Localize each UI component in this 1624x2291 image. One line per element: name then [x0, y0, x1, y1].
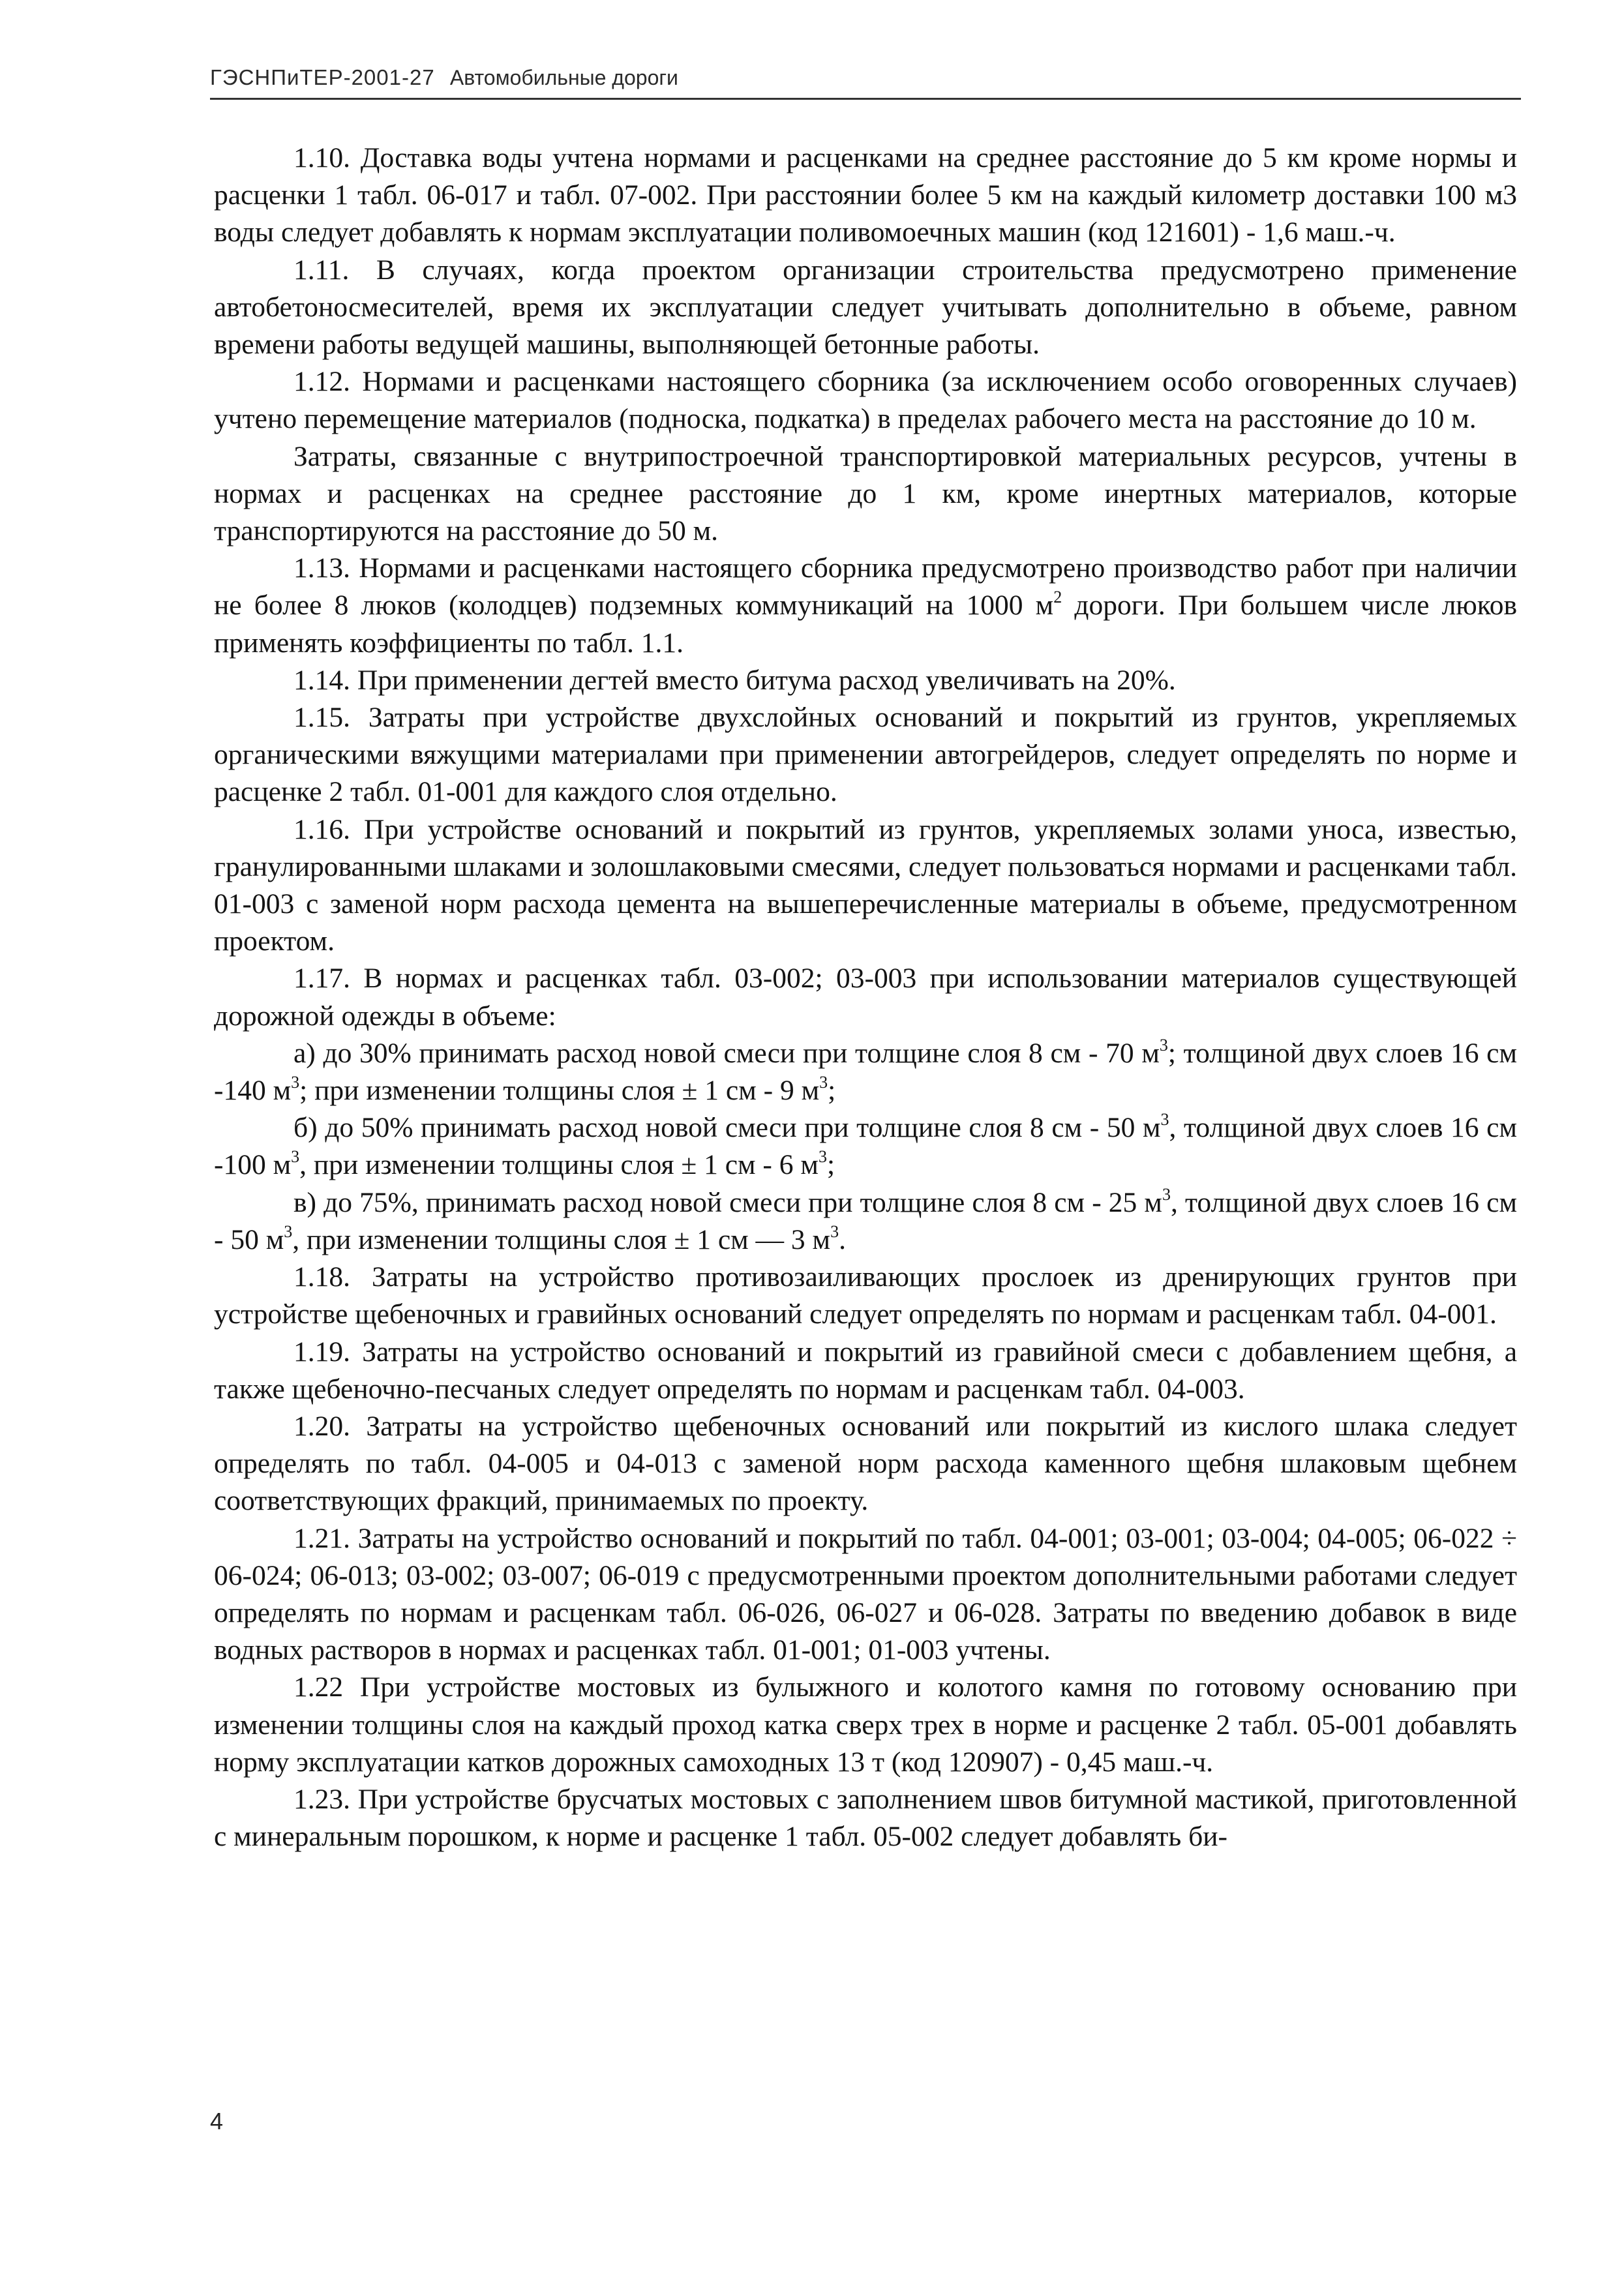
running-header [210, 65, 1521, 98]
text-segment: . [839, 1223, 846, 1255]
text-segment: в) до 75%, принимать расход новой смеси при толщине слоя 8 см - 25 м [293, 1186, 1162, 1218]
paragraph-1-19: 1.19. Затраты на устройство оснований и покрытий из гравийной смеси с добавлением щебня, а также щебеночно-песчаных следует определять по нормам и расценкам табл. 04-003. [214, 1336, 1517, 1405]
paragraph-1-18: 1.18. Затраты на устройство противозаиливающих прослоек из дренирующих грунтов при устройстве щебеночных и гравийных оснований следует определять по нормам и расценкам табл. 04-001. [214, 1261, 1517, 1330]
superscript: 3 [819, 1073, 828, 1092]
text-segment: ; при изменении толщины слоя ± 1 см - 9 м [299, 1075, 820, 1107]
document-title: Автомобильные дороги [449, 66, 678, 89]
superscript: 3 [1162, 1184, 1171, 1204]
paragraph-1-15: 1.15. Затраты при устройстве двухслойных оснований и покрытий из грунтов, укрепляемых органическими вяжущими материалами при применении автогрейдеров, следует определять по норме и расценке 2 табл. 01-001 для каждого слоя отдельно. [214, 702, 1517, 808]
superscript: 3 [830, 1221, 839, 1241]
text-segment: , толщиной двух слоев 16 см -100 м [214, 1112, 1517, 1181]
text-segment: б) до 50% принимать расход новой смеси при толщине слоя 8 см - 50 м [293, 1112, 1161, 1144]
paragraph-1-22: 1.22 При устройстве мостовых из булыжного и колотого камня по готовому основанию при изменении толщины слоя на каждый проход катка сверх трех в норме и расценке 2 табл. 05-001 добавлять норму эксплуатации катков дорожных самоходных 13 т (код 120907) - 0,45 маш.-ч. [214, 1671, 1517, 1778]
document-body [214, 140, 1517, 1855]
superscript: 3 [818, 1147, 827, 1167]
paragraph-1-17-c [214, 1184, 1517, 1259]
paragraph-1-16: 1.16. При устройстве оснований и покрытий из грунтов, укрепляемых золами уноса, известью, гранулированными шлаками и золошлаковыми смесями, следует пользоваться нормами и расценками табл. 01-003 с заменой норм расхода цемента на вышеперечисленные материалы в объеме, предусмотренном проектом. [214, 813, 1517, 957]
paragraph-1-14: 1.14. При применении дегтей вместо битума расход увеличивать на 20%. [293, 664, 1176, 696]
text-segment: ; [828, 1075, 836, 1107]
text-segment: , толщиной двух слоев 16 см - 50 м [214, 1186, 1517, 1255]
text-segment: , при изменении толщины слоя ± 1 см - 6 м [299, 1149, 819, 1181]
paragraph-1-21: 1.21. Затраты на устройство оснований и покрытий по табл. 04-001; 03-001; 03-004; 04-005; 06-022 ÷ 06-024; 06-013; 03-002; 03-007; 06-019 с предусмотренными проектом дополнительными работами следует определять по нормам и расценкам табл. 06-026, 06-027 и 06-028. Затраты по введению добавок в виде водных растворов в нормах и расценках табл. 01-001; 01-003 учтены. [214, 1522, 1517, 1666]
superscript: 2 [1053, 588, 1062, 607]
superscript: 3 [291, 1147, 300, 1167]
superscript: 3 [284, 1221, 293, 1241]
superscript: 3 [291, 1073, 300, 1092]
paragraph-1-17-b [214, 1109, 1517, 1184]
paragraph-1-20: 1.20. Затраты на устройство щебеночных оснований или покрытий из кислого шлака следует определять по табл. 04-005 и 04-013 с заменой норм расхода каменного щебня шлаковым щебнем соответствующих фракций, принимаемых по проекту. [214, 1410, 1517, 1517]
paragraph-1-23: 1.23. При устройстве брусчатых мостовых с заполнением швов битумной мастикой, приготовленной с минеральным порошком, к норме и расценке 1 табл. 05-002 следует добавлять би- [214, 1783, 1517, 1853]
paragraph-1-11: 1.11. В случаях, когда проектом организации строительства предусмотрено применение автобетоносмесителей, время их эксплуатации следует учитывать дополнительно в объеме, равном времени работы ведущей машины, выполняющей бетонные работы. [214, 254, 1517, 361]
text-segment: ; толщиной двух слоев 16 см -140 м [214, 1037, 1518, 1107]
text-segment: , при изменении толщины слоя ± 1 см — 3 м [292, 1223, 831, 1255]
paragraph-1-17: 1.17. В нормах и расценках табл. 03-002; 03-003 при использовании материалов существующей дорожной одежды в объеме: [214, 963, 1517, 1032]
document-code: ГЭСНПиТЕР-2001-27 [210, 65, 435, 89]
paragraph-1-13-text-end: дороги. При большем числе люков применять коэффициенты по табл. 1.1. [214, 590, 1518, 659]
text-segment: ; [826, 1149, 835, 1181]
header-divider [210, 98, 1521, 100]
paragraph-1-12-transport: Затраты, связанные с внутрипостроечной транспортировкой материальных ресурсов, учтены в нормах и расценках на среднее расстояние до 1 км, кроме инертных материалов, которые транспортируются на расстояние до 50 м. [214, 440, 1517, 547]
text-segment: а) до 30% принимать расход новой смеси при толщине слоя 8 см - 70 м [293, 1037, 1160, 1069]
paragraph-1-10: 1.10. Доставка воды учтена нормами и расценками на среднее расстояние до 5 км кроме нормы и расценки 1 табл. 06-017 и табл. 07-002. При расстоянии более 5 км на каждый километр доставки 100 м3 воды следует добавлять к нормам эксплуатации поливомоечных машин (код 121601) - 1,6 маш.-ч. [214, 142, 1517, 248]
superscript: 3 [1159, 1035, 1168, 1055]
paragraph-1-13 [214, 550, 1517, 662]
superscript: 3 [1160, 1110, 1169, 1130]
page-number: 4 [210, 2108, 224, 2134]
paragraph-1-13-text: 1.13. Нормами и расценками настоящего сборника предусмотрено производство работ при наличии не более 8 люков (колодцев) подземных коммуникаций на 1000 м [214, 552, 1517, 621]
paragraph-1-17-a [214, 1035, 1517, 1109]
paragraph-1-12: 1.12. Нормами и расценками настоящего сборника (за исключением особо оговоренных случаев) учтено перемещение материалов (подноска, подкатка) в пределах рабочего места на расстояние до 10 м. [214, 366, 1517, 435]
